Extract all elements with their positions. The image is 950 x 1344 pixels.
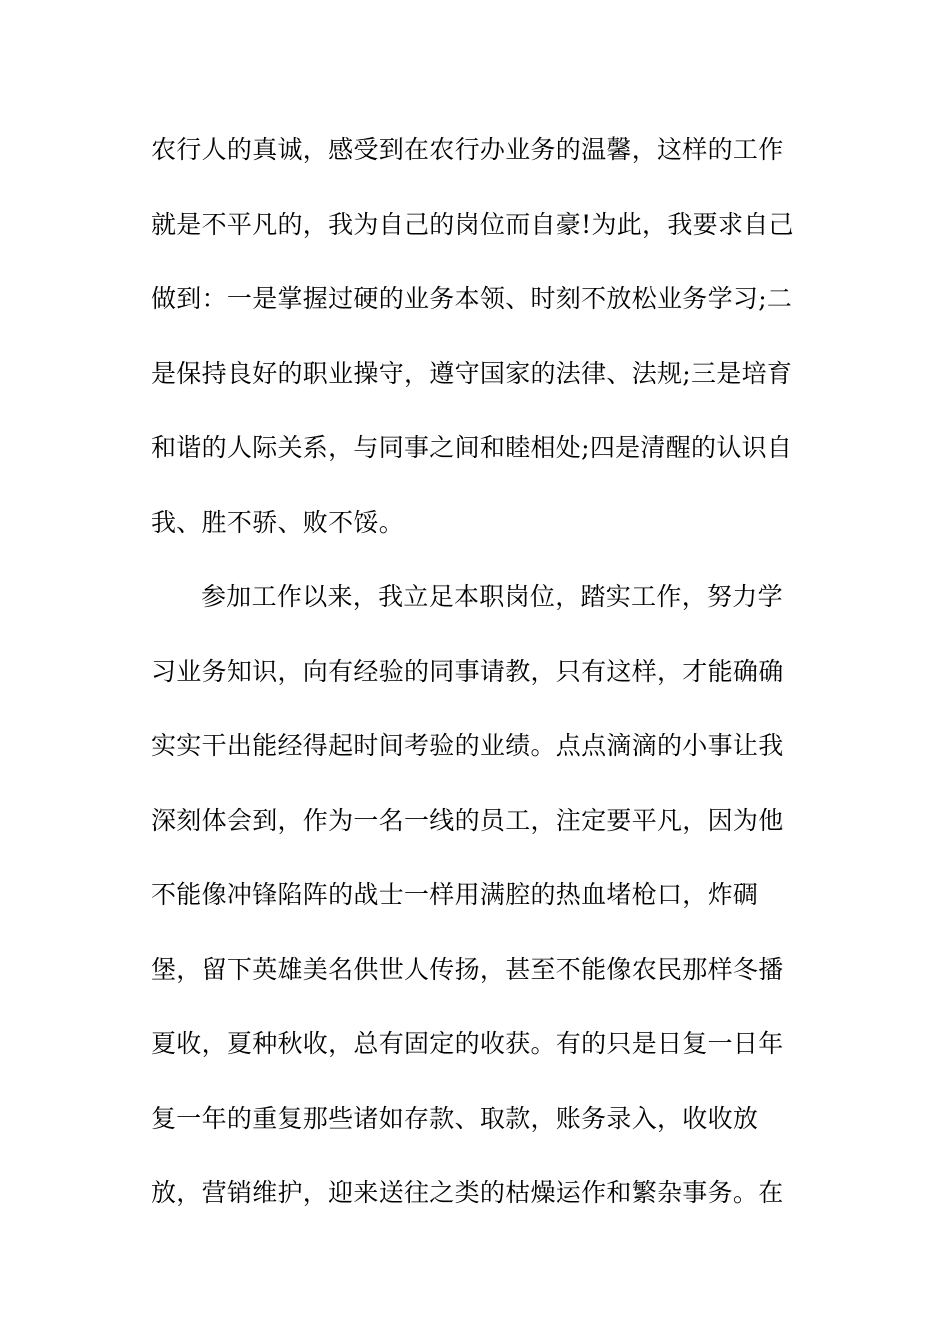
paragraph-2 — [151, 572, 811, 1243]
text-line: 是保持良好的职业操守，遵守国家的法律、法规;三是培育 — [151, 358, 793, 388]
text-line: 就是不平凡的，我为自己的岗位而自豪!为此，我要求自己 — [151, 209, 794, 239]
paragraph-1 — [151, 125, 811, 572]
text-line: 复一年的重复那些诸如存款、取款，账务录入，收收放 — [151, 1103, 759, 1133]
text-line: 深刻体会到，作为一名一线的员工，注定要平凡，因为他 — [151, 805, 784, 835]
text-line: 实实干出能经得起时间考验的业绩。点点滴滴的小事让我 — [151, 731, 784, 760]
text-line: 不能像冲锋陷阵的战士一样用满腔的热血堵枪口，炸碉 — [151, 880, 759, 909]
text-line: 做到：一是掌握过硬的业务本领、时刻不放松业务学习;二 — [151, 284, 793, 313]
text-line-indented: 参加工作以来，我立足本职岗位，踏实工作，努力学 — [201, 582, 783, 611]
text-line: 我、胜不骄、败不馁。 — [151, 507, 405, 537]
document-body — [151, 125, 811, 1243]
text-line: 习业务知识，向有经验的同事请教，只有这样，才能确确 — [151, 656, 784, 686]
text-line: 堡，留下英雄美名供世人传扬，甚至不能像农民那样冬播 — [151, 954, 784, 984]
text-line: 和谐的人际关系，与同事之间和睦相处;四是清醒的认识自 — [151, 433, 793, 462]
text-line: 农行人的真诚，感受到在农行办业务的温馨，这样的工作 — [151, 135, 784, 164]
text-line: 放，营销维护，迎来送往之类的枯燥运作和繁杂事务。在 — [151, 1178, 784, 1207]
text-line: 夏收，夏种秋收，总有固定的收获。有的只是日复一日年 — [151, 1029, 784, 1058]
